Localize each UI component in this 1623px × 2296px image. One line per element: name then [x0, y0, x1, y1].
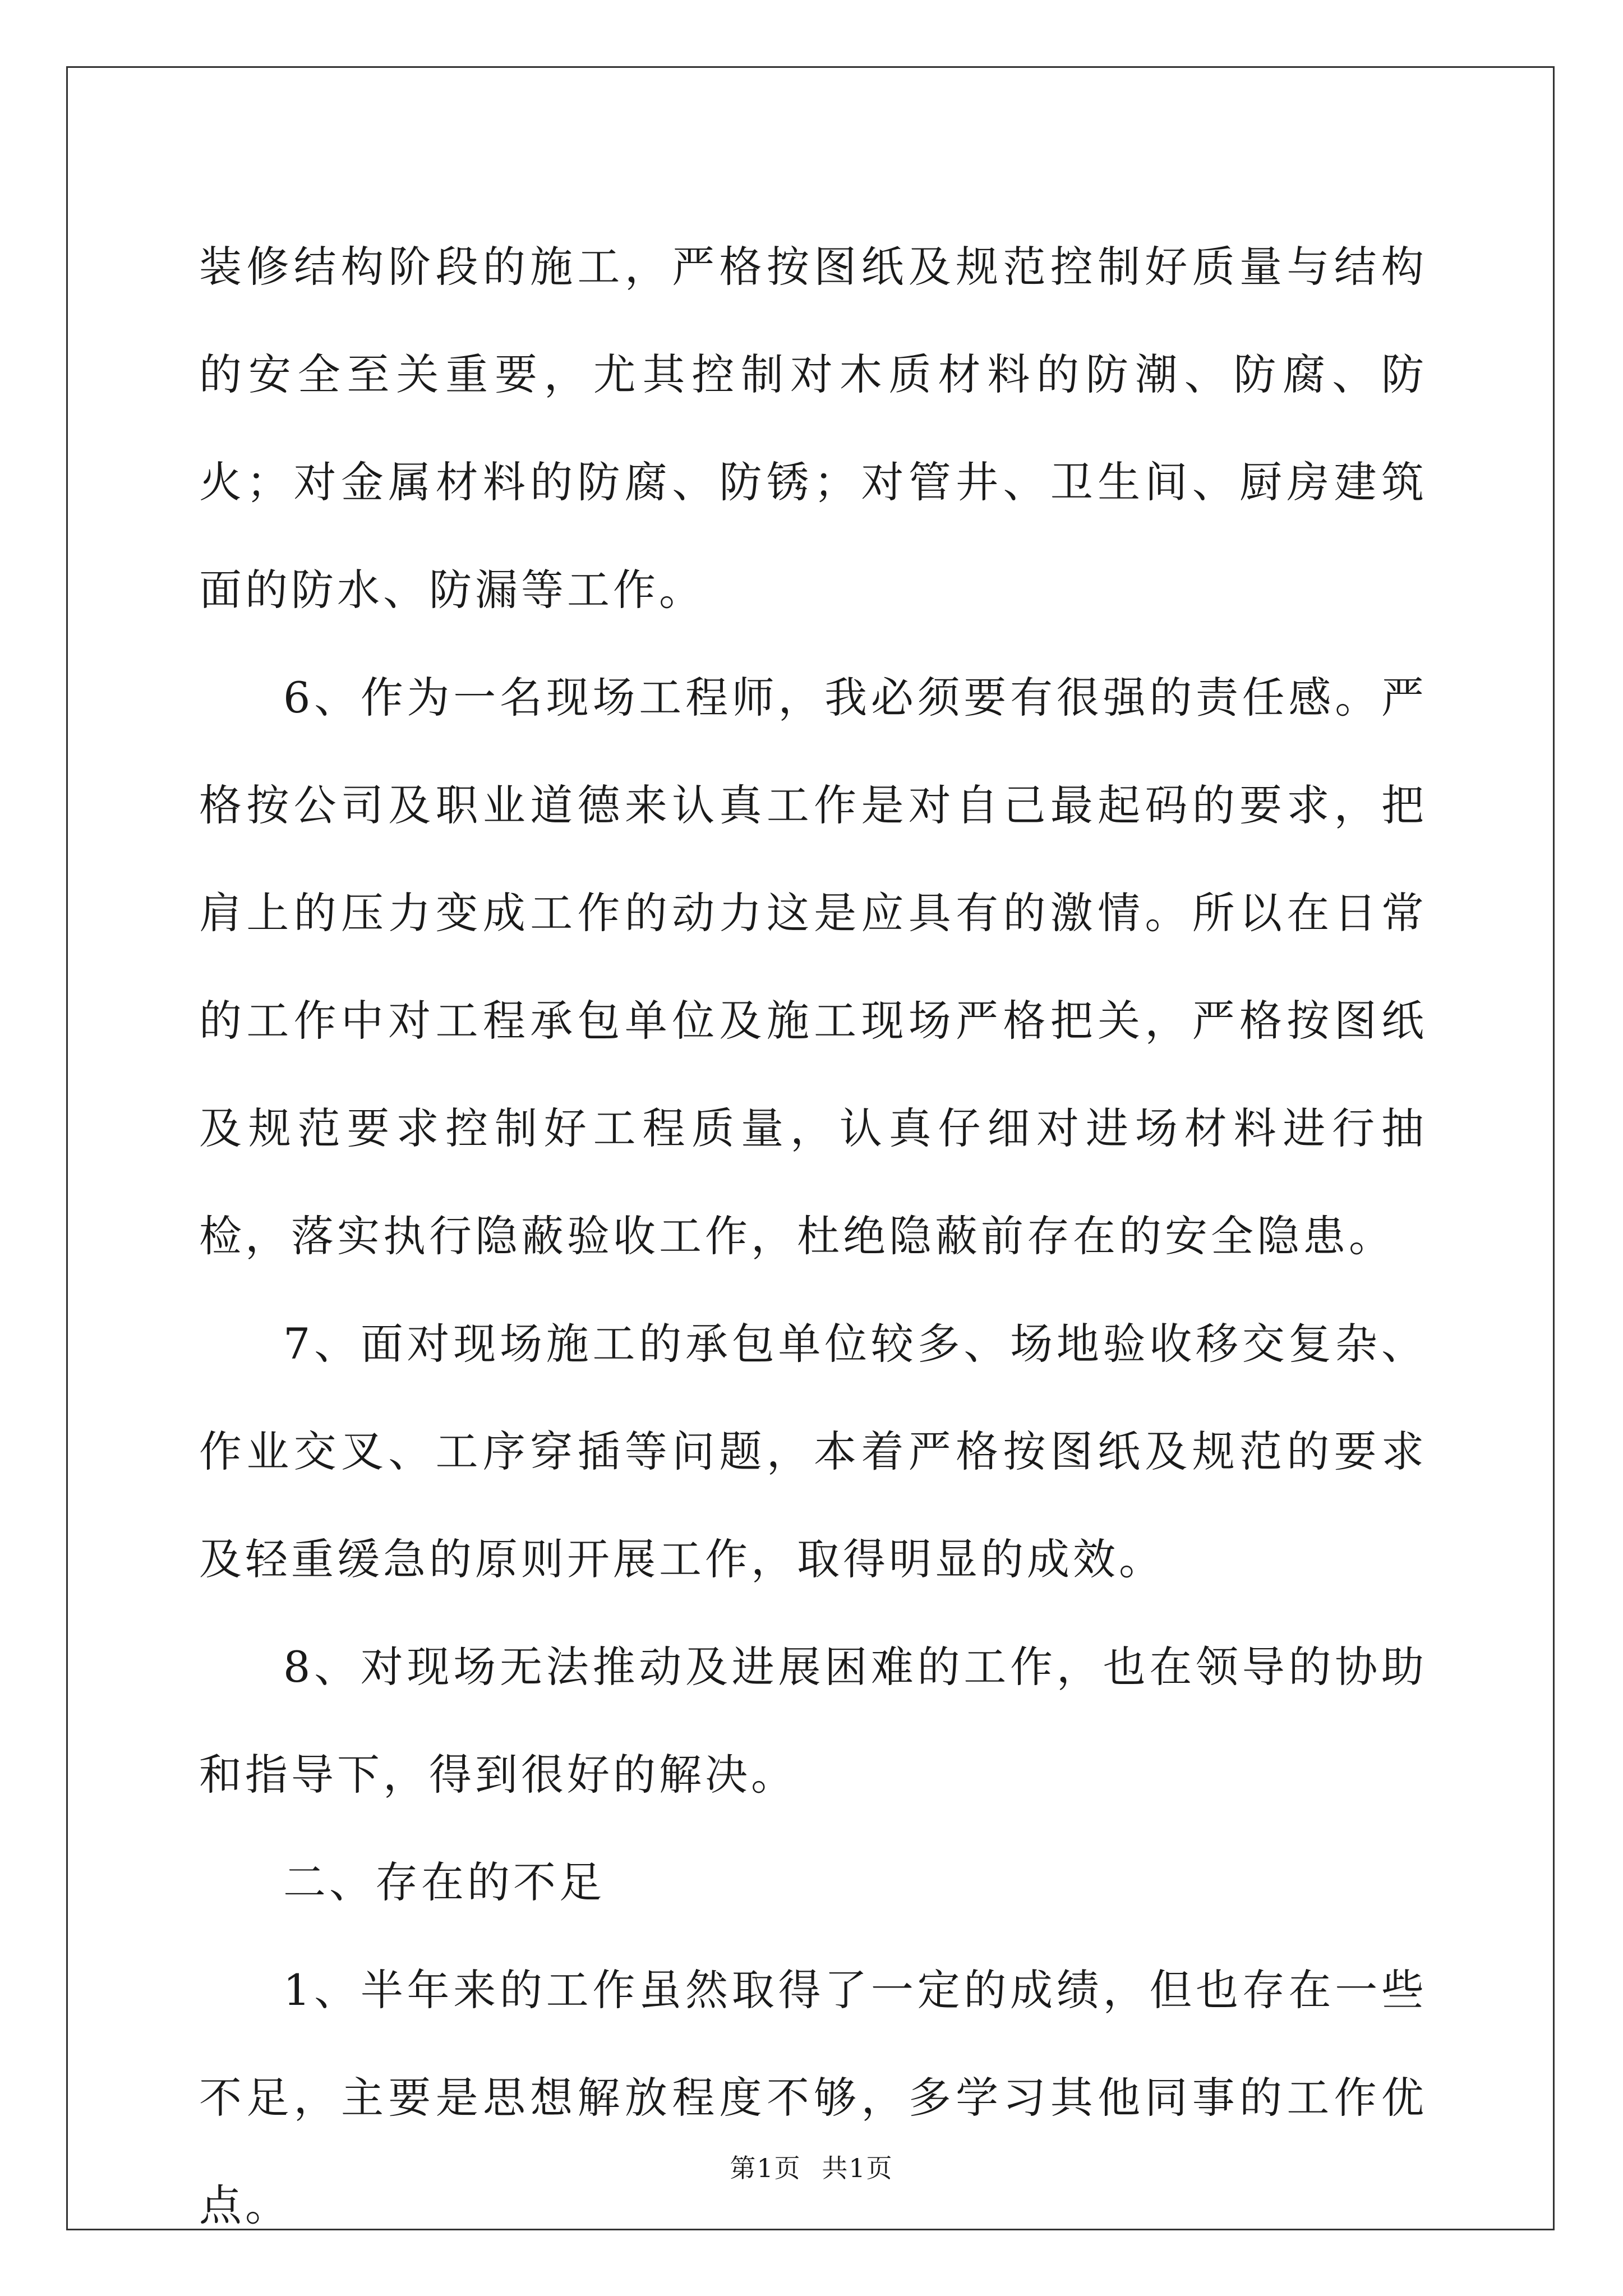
paragraph: 1、半年来的工作虽然取得了一定的成绩，但也存在一些不足，主要是思想解放程度不够，多学习其他同事的工作优点。	[199, 1965, 1427, 2230]
paragraph: 6、作为一名现场工程师，我必须要有很强的责任感。严格按公司及职业道德来认真工作是对自己最起码的要求，把肩上的压力变成工作的动力这是应具有的激情。所以在日常的工作中对工程承包单位及施工现场严格把关，严格按图纸及规范要求控制好工程质量，认真仔细对进场材料进行抽检，落实执行隐蔽验收工作，杜绝隐蔽前存在的安全隐患。	[199, 673, 1427, 1261]
section-heading: 二、存在的不足	[283, 1857, 605, 1907]
page-number-current: 第1页	[730, 2153, 801, 2183]
document-body	[199, 213, 1427, 2260]
page-number-total: 共1页	[822, 2153, 893, 2183]
page-footer	[0, 2151, 1623, 2185]
paragraph: 7、面对现场施工的承包单位较多、场地验收移交复杂、作业交叉、工序穿插等问题，本着严格按图纸及规范的要求及轻重缓急的原则开展工作，取得明显的成效。	[199, 1319, 1427, 1584]
paragraph: 8、对现场无法推动及进展困难的工作，也在领导的协助和指导下，得到很好的解决。	[199, 1642, 1427, 1800]
paragraph: 装修结构阶段的施工，严格按图纸及规范控制好质量与结构的安全至关重要，尤其控制对木质材料的防潮、防腐、防火；对金属材料的防腐、防锈；对管井、卫生间、厨房建筑面的防水、防漏等工作。	[199, 242, 1427, 615]
